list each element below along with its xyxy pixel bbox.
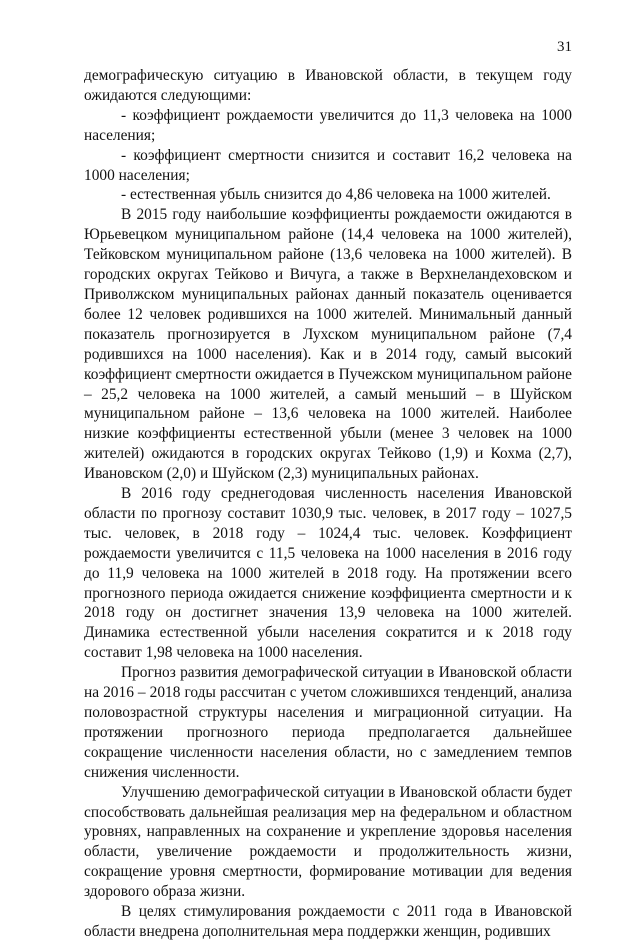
- paragraph-2016: В 2016 году среднегодовая численность населения Ивановской области по прогнозу составит 1030,9 тыс. человек, в 2017 году – 1027,5 тыс. человек, в 2018 году – 1024,4 тыс. человек. Коэффициент рождаемости увеличится с 11,5 человека на 1000 населения в 2016 году до 11,9 человека на 1000 жителей в 2018 году. На протяжении всего прогнозного периода ожидается снижение коэффициента смертности и к 2018 году он достигнет значения 13,9 человека на 1000 жителей. Динамика естественной убыли населения сократится и к 2018 году составит 1,98 человека на 1000 населения.: [84, 485, 572, 662]
- paragraph-continuation: демографическую ситуацию в Ивановской области, в текущем году ожидаются следующими:: [84, 67, 572, 104]
- page-number: 31: [557, 39, 572, 55]
- list-item-birth-rate: - коэффициент рождаемости увеличится до 11,3 человека на 1000 населения;: [84, 106, 572, 144]
- paragraph-improvement: Улучшению демографической ситуации в Ивановской области будет способствовать дальнейшая реализация мер на федеральном и областном уровнях, направленных на сохранение и укрепление здоровья населения области, увеличение рождаемости и продолжительность жизни, сокращение уровня смертности, формирование мотивации для ведения здорового образа жизни.: [84, 783, 572, 901]
- paragraph-forecast: Прогноз развития демографической ситуации в Ивановской области на 2016 – 2018 годы рассчитан с учетом сложившихся тенденций, анализа половозрастной структуры населения и миграционной ситуации. На протяжении прогнозного периода предполагается дальнейшее сокращение численности населения области, но с замедлением темпов снижения численности.: [84, 664, 572, 781]
- body-text: [84, 66, 572, 942]
- paragraph-stimulation: В целях стимулирования рождаемости с 2011 года в Ивановской области внедрена дополнительная мера поддержки женщин, родивших: [84, 903, 572, 940]
- list-item-natural-decline: - естественная убыль снизится до 4,86 человека на 1000 жителей.: [121, 186, 551, 204]
- paragraph-2015: В 2015 году наибольшие коэффициенты рождаемости ожидаются в Юрьевецком муниципальном районе (14,4 человека на 1000 жителей), Тейковском муниципальном районе (13,6 человека на 1000 жителей). В городских округах Тейково и Вичуга, а также в Верхнеландеховском и Приволжском муниципальных районах данный показатель оценивается более 12 человек родившихся на 1000 жителей. Минимальный данный показатель прогнозируется в Лухском муниципальном районе (7,4 родившихся на 1000 населения). Как и в 2014 году, самый высокий коэффициент смертности ожидается в Пучежском муниципальном районе – 25,2 человека на 1000 жителей, а самый меньший – в Шуйском муниципальном районе – 13,6 человека на 1000 жителей. Наиболее низкие коэффициенты естественной убыли (менее 3 человек на 1000 жителей) ожидаются в городских округах Тейково (1,9) и Кохма (2,7), Ивановском (2,0) и Шуйском (2,3) муниципальных районах.: [84, 206, 572, 483]
- list-item-death-rate: - коэффициент смертности снизится и составит 16,2 человека на 1000 населения;: [84, 146, 572, 184]
